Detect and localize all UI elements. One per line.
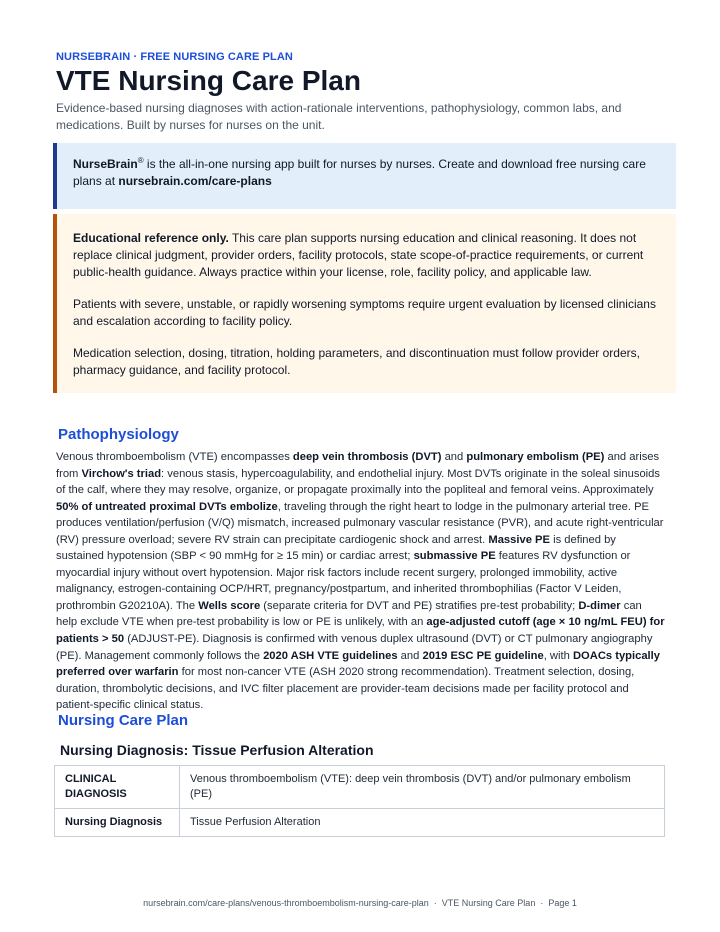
patho-emphasis: submassive PE <box>413 550 496 563</box>
patho-emphasis: 50% of untreated proximal DVTs embolize <box>56 500 278 513</box>
diagnosis-table <box>54 765 665 837</box>
patho-emphasis: Massive PE <box>488 533 550 546</box>
footer-separator: · <box>433 898 437 908</box>
patho-emphasis: DOACs typically preferred over warfarin <box>56 649 660 679</box>
patho-text: features RV dysfunction or myocardial injury without overt hypotension. Major risk factors include recent surgery, prolonged immobility, active malignancy, estrogen-containing OCP/HRT, pregnancy/postpartum, and inherited thrombophilias (Factor V Leiden, prothrombin G20210A). The <box>56 550 631 612</box>
patho-emphasis: pulmonary embolism (PE) <box>466 451 605 463</box>
footer-separator: · <box>540 898 544 908</box>
disclaimer-text-1: This care plan supports nursing education and clinical reasoning. It does not replace clinical judgment, provider orders, facility protocols, state scope-of-practice requirements, or current public-health guidance. Always practice within your license, role, facility policy, and applicable law. <box>73 231 644 279</box>
disclaimer-paragraph-1 <box>73 230 660 281</box>
patho-text: is defined by sustained hypotension (SBP < 90 mmHg for ≥ 15 min) or cardiac arrest; <box>56 533 616 563</box>
footer-page-number: Page 1 <box>548 898 577 908</box>
patho-emphasis: deep vein thrombosis (DVT) <box>292 451 442 463</box>
patho-emphasis: 2019 ESC PE guideline <box>422 649 544 662</box>
patho-text: and <box>397 649 423 662</box>
promo-text: is the all-in-one nursing app built for nurses by nurses. Create and download free nursing care plans at <box>73 157 646 188</box>
patho-text: can help exclude VTE when pre-test probability is low or PE is unlikely, with an <box>56 599 642 629</box>
patho-emphasis: D-dimer <box>578 599 621 612</box>
patho-text: , traveling through the right heart to lodge in the pulmonary arterial tree. PE produces ventilation/perfusion (V/Q) mismatch, increased pulmonary vascular resistance (PVR), and acute right-ventricular (RV) pressure overload; severe RV strain can precipitate cardiogenic shock and arrest. <box>56 500 664 546</box>
patho-text: : venous stasis, hypercoagulability, and endothelial injury. Most DVTs originate in the soleal sinusoids of the calf, where they may resolve, organize, or propagate proximally into the popliteal and femoral veins. Approximately <box>56 467 660 497</box>
pathophysiology-heading: Pathophysiology <box>58 426 179 443</box>
footer-url: nursebrain.com/care-plans/venous-thromboembolism-nursing-care-plan <box>143 898 429 908</box>
promo-callout <box>53 143 676 209</box>
patho-text: for most non-cancer VTE (ASH 2020 strong recommendation). Treatment selection, dosing, duration, thrombolytic decisions, and IVC filter placement are provider-team decisions made per facility protocol and patient-specific clinical status. <box>56 666 635 712</box>
table-value-cell: Venous thromboembolism (VTE): deep vein thrombosis (DVT) and/or pulmonary embolism (PE) <box>180 766 665 809</box>
promo-link[interactable]: nursebrain.com/care-plans <box>118 174 272 188</box>
pathophysiology-text <box>56 449 666 714</box>
patho-text: (separate criteria for DVT and PE) stratifies pre-test probability; <box>260 599 579 612</box>
disclaimer-lead: Educational reference only. <box>73 231 229 245</box>
trademark-symbol: ® <box>137 156 144 165</box>
table-row <box>55 766 665 809</box>
patho-emphasis: Virchow's triad <box>81 467 162 480</box>
eyebrow-label: NURSEBRAIN · FREE NURSING CARE PLAN <box>56 51 293 63</box>
patho-text: and arises from <box>56 451 660 480</box>
nursing-care-plan-heading: Nursing Care Plan <box>58 712 189 729</box>
patho-emphasis: age-adjusted cutoff (age × 10 ng/mL FEU) for patients > 50 <box>56 616 665 646</box>
patho-text: Venous thromboembolism (VTE) encompasses <box>56 451 293 463</box>
page-footer <box>0 898 720 908</box>
patho-text: (ADJUST-PE). Diagnosis is confirmed with venous duplex ultrasound (DVT) or CT pulmonary angiography (PE). Management commonly follows the <box>56 633 653 662</box>
page-title: VTE Nursing Care Plan <box>56 65 361 96</box>
patho-emphasis: 2020 ASH VTE guidelines <box>263 649 398 662</box>
footer-doc-title: VTE Nursing Care Plan <box>441 898 536 908</box>
patho-emphasis: Wells score <box>198 599 261 612</box>
table-label-cell: Nursing Diagnosis <box>55 809 180 837</box>
table-row <box>55 809 665 837</box>
disclaimer-paragraph-3: Medication selection, dosing, titration, holding parameters, and discontinuation must follow provider orders, pharmacy guidance, and facility protocol. <box>73 346 640 377</box>
disclaimer-callout <box>53 214 676 393</box>
table-value-cell: Tissue Perfusion Alteration <box>180 809 665 837</box>
nursing-diagnosis-heading: Nursing Diagnosis: Tissue Perfusion Alteration <box>60 742 374 758</box>
patho-text: and <box>441 451 467 463</box>
disclaimer-paragraph-2: Patients with severe, unstable, or rapidly worsening symptoms require urgent evaluation by licensed clinicians and escalation according to facility policy. <box>73 297 656 328</box>
page-subtitle: Evidence-based nursing diagnoses with action-rationale interventions, pathophysiology, common labs, and medications. Built by nurses for nurses on the unit. <box>56 101 622 132</box>
table-label-cell: CLINICAL DIAGNOSIS <box>55 766 180 809</box>
promo-brand: NurseBrain <box>73 157 138 171</box>
patho-text: , with <box>543 649 573 662</box>
